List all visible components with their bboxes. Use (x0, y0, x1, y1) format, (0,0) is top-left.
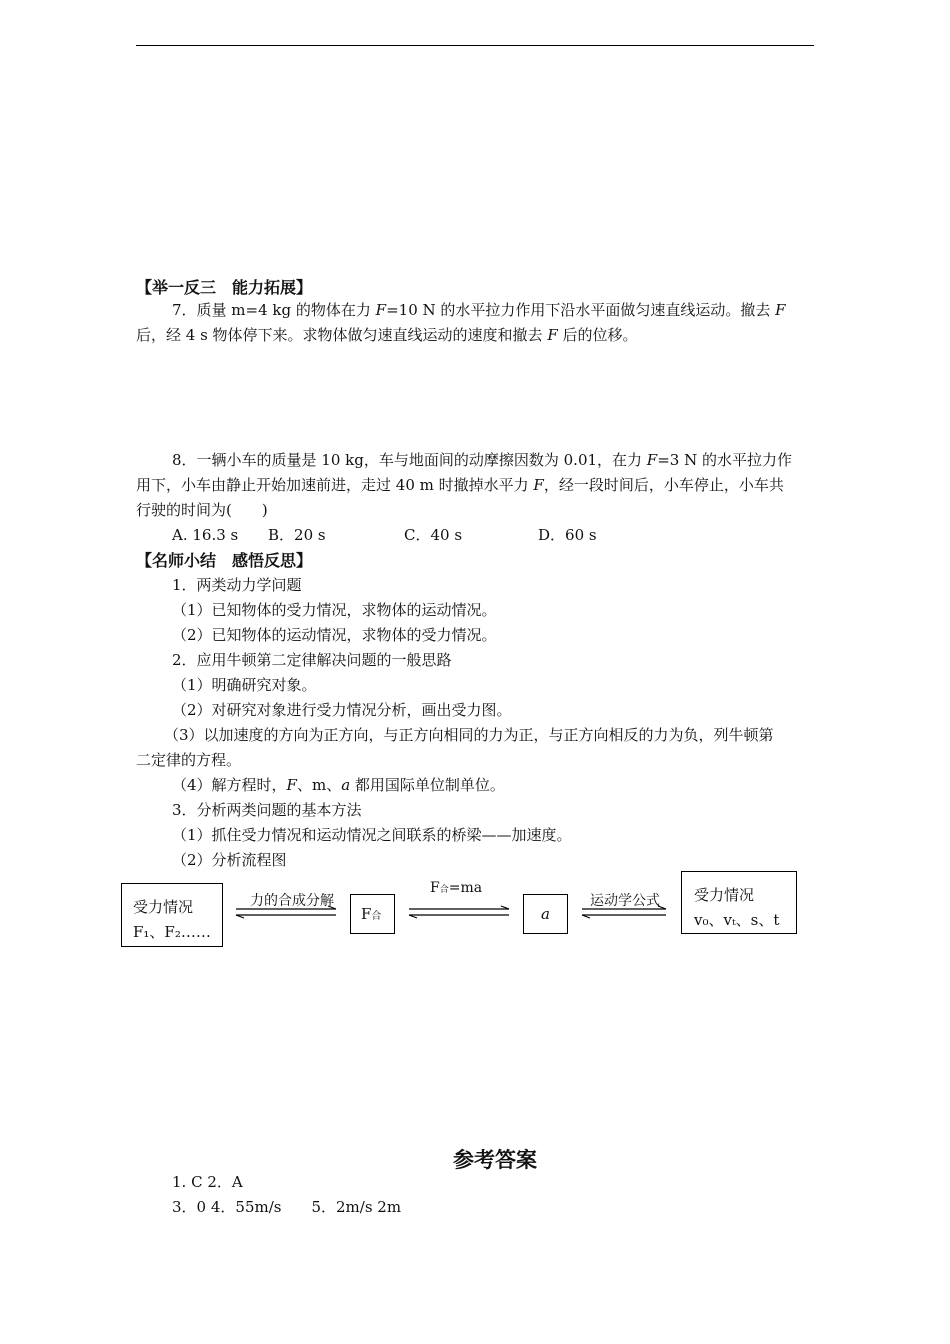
question-8-line-1: 8．一辆小车的质量是 10 kg，车与地面间的动摩擦因数为 0.01，在力 F=3 N 的水平拉力作 (172, 451, 792, 469)
flow-box-net-force-label: F合 (361, 905, 382, 923)
flow-box-acceleration (523, 894, 568, 934)
arrow-label-newton: F合=ma (430, 880, 483, 896)
arrow-label-kinematics: 运动学公式 (590, 893, 660, 909)
section-heading-summary: 【名师小结 感悟反思】 (136, 551, 313, 570)
question-7-line-2: 后，经 4 s 物体停下来。求物体做匀速直线运动的速度和撤去 F 后的位移。 (136, 326, 638, 344)
summary-line: （1）明确研究对象。 (172, 676, 317, 694)
question-8-option-c: C．40 s (404, 526, 463, 544)
section-heading-practice: 【举一反三 能力拓展】 (136, 278, 313, 297)
summary-line: （1）已知物体的受力情况，求物体的运动情况。 (172, 601, 497, 619)
summary-line: 2．应用牛顿第二定律解决问题的一般思路 (172, 651, 452, 669)
summary-line: 3．分析两类问题的基本方法 (172, 801, 362, 819)
question-8-line-3: 行驶的时间为( ) (136, 501, 268, 519)
double-arrow-icon (407, 906, 513, 920)
summary-line: （3）以加速度的方向为正方向，与正方向相同的力为正，与正方向相反的力为负，列牛顿第 (164, 726, 774, 744)
summary-line: （2）对研究对象进行受力情况分析，画出受力图。 (172, 701, 512, 719)
summary-line: （1）抓住受力情况和运动情况之间联系的桥梁——加速度。 (172, 826, 572, 844)
summary-line: 1．两类动力学问题 (172, 576, 302, 594)
flow-box-force-values: F₁、F₂…… (133, 923, 211, 941)
double-arrow-icon (580, 906, 670, 920)
question-8-option-d: D．60 s (538, 526, 597, 544)
summary-line: （4）解方程时，F、m、a 都用国际单位制单位。 (172, 776, 505, 794)
double-arrow-icon (234, 906, 340, 920)
flow-box-net-force (350, 894, 395, 934)
flow-box-acceleration-label: a (541, 905, 550, 923)
question-7-line-1: 7．质量 m=4 kg 的物体在力 F=10 N 的水平拉力作用下沿水平面做匀速直线运动。撤去 F (172, 301, 786, 319)
summary-line: （2）已知物体的运动情况，求物体的受力情况。 (172, 626, 497, 644)
arrow-label-composition: 力的合成分解 (250, 893, 334, 909)
question-8-option-a: A. 16.3 s (172, 526, 239, 544)
question-8-option-b: B．20 s (268, 526, 326, 544)
summary-line: 二定律的方程。 (136, 751, 242, 769)
flow-box-force-info (121, 883, 223, 947)
flow-box-force-title: 受力情况 (133, 898, 194, 916)
summary-line: （2）分析流程图 (172, 851, 287, 869)
answers-line-1: 1. C 2．A (172, 1173, 243, 1191)
flow-box-motion-values: v₀、vₜ、s、t (694, 911, 780, 929)
header-rule (136, 45, 814, 46)
answers-line-2: 3．0 4．55m/s 5．2m/s 2m (172, 1198, 402, 1216)
question-8-line-2: 用下，小车由静止开始加速前进，走过 40 m 时撤掉水平力 F，经一段时间后，小车停止，小车共 (136, 476, 784, 494)
answers-title: 参考答案 (453, 1148, 537, 1172)
flow-box-motion-info (681, 871, 797, 934)
flow-box-motion-title: 受力情况 (694, 886, 755, 904)
